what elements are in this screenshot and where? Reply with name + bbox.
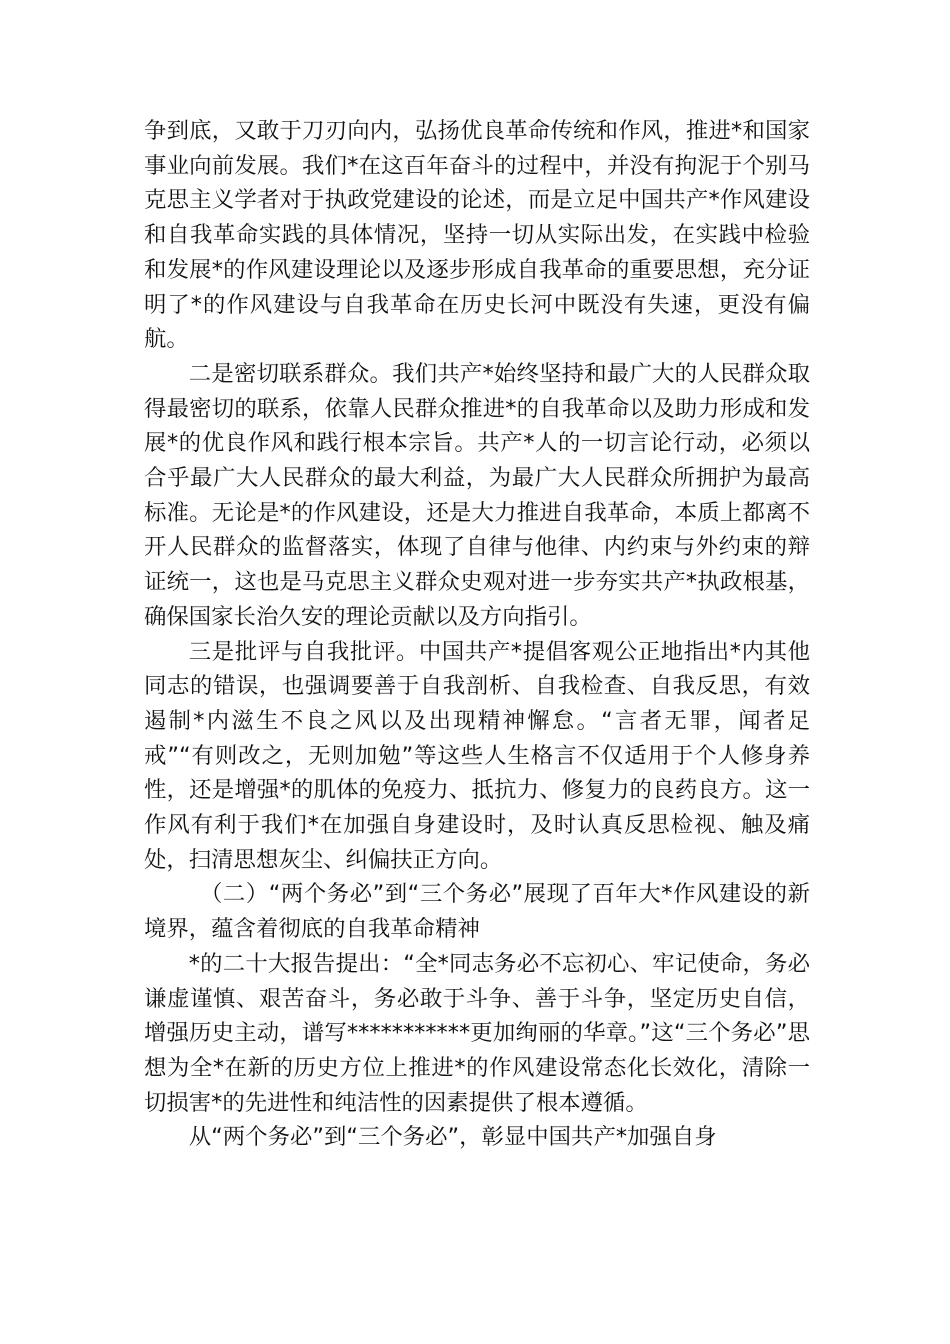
paragraph-two-to-three: 从“两个务必”到“三个务必”，彰显中国共产*加强自身 <box>188 1124 717 1151</box>
document-page <box>144 114 810 1155</box>
paragraph-continuation: 争到底，又敢于刀刃向内，弘扬优良革命传统和作风，推进*和国家事业向前发展。我们*在这百年奋斗的过程中，并没有拘泥于个别马克思主义学者对于执政党建设的论述，而是立足中国共产*作风建设和自我革命实践的具体情况，坚持一切从实际出发，在实践中检验和发展*的作风建设理论以及逐步形成自我革命的重要思想，充分证明了*的作风建设与自我革命在历史长河中既没有失速，更没有偏航。 <box>144 118 810 353</box>
paragraph-criticism: 三是批评与自我批评。中国共产*提倡客观公正地指出*内其他同志的错误，也强调要善于自我剖析、自我检查、自我反思，有效遏制*内滋生不良之风以及出现精神懈怠。“言者无罪，闻者足戒”“有则改之，无则加勉”等这些人生格言不仅适用于个人修身养性，还是增强*的肌体的免疫力、抵抗力、修复力的良药良方。这一作风有利于我们*在加强自身建设时，及时认真反思检视、触及痛处，扫清思想灰尘、纠偏扶正方向。 <box>144 638 810 873</box>
paragraph-report: *的二十大报告提出：“全*同志务必不忘初心、牢记使命，务必谦虚谨慎、艰苦奋斗，务必敢于斗争、善于斗争，坚定历史自信，增强历史主动，谱写***********更加绚丽的华章。”这“三个务必”思想为全*在新的历史方位上推进*的作风建设常态化长效化，清除一切损害*的先进性和纯洁性的因素提供了根本遵循。 <box>144 950 810 1116</box>
section-heading: （二）“两个务必”到“三个务必”展现了百年大*作风建设的新境界，蕴含着彻底的自我革命精神 <box>144 881 810 943</box>
paragraph-contact-masses: 二是密切联系群众。我们共产*始终坚持和最广大的人民群众取得最密切的联系，依靠人民群众推进*的自我革命以及助力形成和发展*的优良作风和践行根本宗旨。共产*人的一切言论行动，必须以合乎最广大人民群众的最大利益，为最广大人民群众所拥护为最高标准。无论是*的作风建设，还是大力推进自我革命，本质上都离不开人民群众的监督落实，体现了自律与他律、内约束与外约束的辩证统一，这也是马克思主义群众史观对进一步夯实共产*执政根基，确保国家长治久安的理论贡献以及方向指引。 <box>144 360 810 630</box>
